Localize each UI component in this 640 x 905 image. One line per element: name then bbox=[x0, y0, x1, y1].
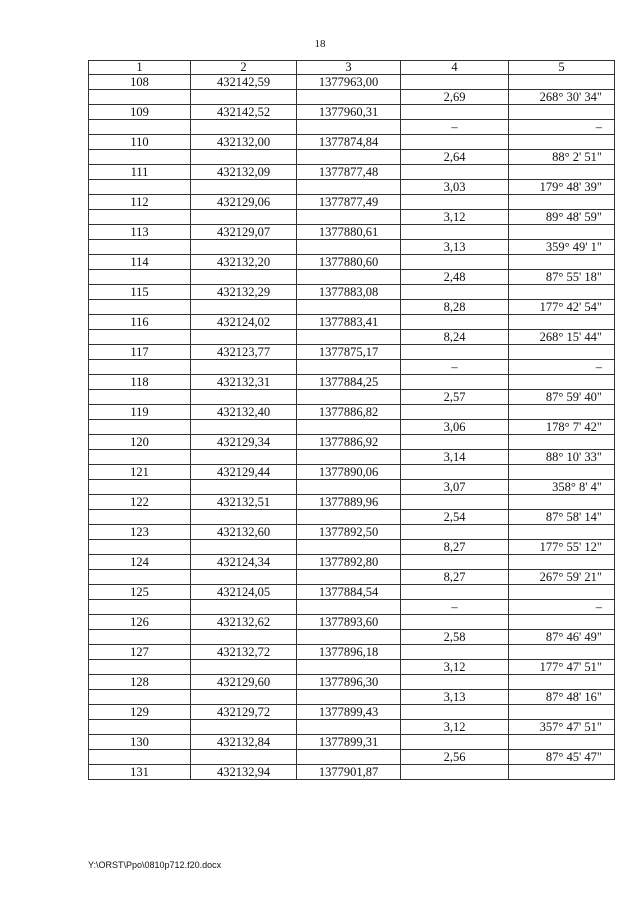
direction-angle-cell: 357° 47' 51" bbox=[509, 720, 615, 735]
table-row bbox=[89, 105, 615, 120]
x-coordinate-cell: 432124,05 bbox=[191, 585, 297, 600]
x-coordinate-cell: 432132,72 bbox=[191, 645, 297, 660]
empty-cell bbox=[297, 420, 401, 435]
empty-cell bbox=[89, 690, 191, 705]
empty-cell bbox=[191, 150, 297, 165]
direction-angle-cell: – bbox=[509, 120, 615, 135]
empty-cell bbox=[401, 375, 509, 390]
table-row bbox=[89, 645, 615, 660]
table-row bbox=[89, 195, 615, 210]
x-coordinate-cell: 432132,00 bbox=[191, 135, 297, 150]
y-coordinate-cell: 1377877,48 bbox=[297, 165, 401, 180]
column-header: 5 bbox=[509, 61, 615, 75]
empty-cell bbox=[191, 690, 297, 705]
empty-cell bbox=[191, 660, 297, 675]
x-coordinate-cell: 432142,59 bbox=[191, 75, 297, 90]
empty-cell bbox=[89, 660, 191, 675]
y-coordinate-cell: 1377875,17 bbox=[297, 345, 401, 360]
table-row bbox=[89, 480, 615, 495]
empty-cell bbox=[297, 750, 401, 765]
direction-angle-cell: 178° 7' 42" bbox=[509, 420, 615, 435]
table-row bbox=[89, 165, 615, 180]
x-coordinate-cell: 432132,62 bbox=[191, 615, 297, 630]
table-header-row bbox=[89, 61, 615, 75]
segment-length-cell: 2,57 bbox=[401, 390, 509, 405]
empty-cell bbox=[401, 255, 509, 270]
direction-angle-cell: 89° 48' 59" bbox=[509, 210, 615, 225]
empty-cell bbox=[297, 210, 401, 225]
empty-cell bbox=[509, 405, 615, 420]
empty-cell bbox=[297, 630, 401, 645]
empty-cell bbox=[401, 225, 509, 240]
y-coordinate-cell: 1377884,54 bbox=[297, 585, 401, 600]
segment-length-cell: 3,14 bbox=[401, 450, 509, 465]
table-row bbox=[89, 735, 615, 750]
table-row bbox=[89, 390, 615, 405]
empty-cell bbox=[509, 285, 615, 300]
empty-cell bbox=[89, 390, 191, 405]
empty-cell bbox=[191, 420, 297, 435]
empty-cell bbox=[509, 765, 615, 780]
segment-length-cell: 2,64 bbox=[401, 150, 509, 165]
point-number-cell: 113 bbox=[89, 225, 191, 240]
direction-angle-cell: 87° 55' 18" bbox=[509, 270, 615, 285]
y-coordinate-cell: 1377892,50 bbox=[297, 525, 401, 540]
empty-cell bbox=[191, 120, 297, 135]
segment-length-cell: 3,13 bbox=[401, 690, 509, 705]
direction-angle-cell: 177° 47' 51" bbox=[509, 660, 615, 675]
empty-cell bbox=[191, 450, 297, 465]
table-row bbox=[89, 570, 615, 585]
y-coordinate-cell: 1377884,25 bbox=[297, 375, 401, 390]
segment-length-cell: 8,27 bbox=[401, 570, 509, 585]
point-number-cell: 112 bbox=[89, 195, 191, 210]
empty-cell bbox=[401, 195, 509, 210]
coordinates-table bbox=[88, 60, 615, 780]
point-number-cell: 129 bbox=[89, 705, 191, 720]
point-number-cell: 116 bbox=[89, 315, 191, 330]
segment-length-cell: 3,13 bbox=[401, 240, 509, 255]
empty-cell bbox=[509, 135, 615, 150]
empty-cell bbox=[89, 510, 191, 525]
y-coordinate-cell: 1377880,60 bbox=[297, 255, 401, 270]
direction-angle-cell: 179° 48' 39" bbox=[509, 180, 615, 195]
x-coordinate-cell: 432129,60 bbox=[191, 675, 297, 690]
empty-cell bbox=[509, 225, 615, 240]
empty-cell bbox=[297, 480, 401, 495]
point-number-cell: 122 bbox=[89, 495, 191, 510]
empty-cell bbox=[297, 720, 401, 735]
point-number-cell: 124 bbox=[89, 555, 191, 570]
direction-angle-cell: 87° 58' 14" bbox=[509, 510, 615, 525]
empty-cell bbox=[297, 180, 401, 195]
table-row bbox=[89, 345, 615, 360]
empty-cell bbox=[401, 105, 509, 120]
x-coordinate-cell: 432132,94 bbox=[191, 765, 297, 780]
y-coordinate-cell: 1377877,49 bbox=[297, 195, 401, 210]
table-row bbox=[89, 75, 615, 90]
segment-length-cell: 8,28 bbox=[401, 300, 509, 315]
empty-cell bbox=[401, 315, 509, 330]
table-row bbox=[89, 720, 615, 735]
point-number-cell: 127 bbox=[89, 645, 191, 660]
point-number-cell: 119 bbox=[89, 405, 191, 420]
empty-cell bbox=[191, 540, 297, 555]
y-coordinate-cell: 1377963,00 bbox=[297, 75, 401, 90]
empty-cell bbox=[297, 450, 401, 465]
empty-cell bbox=[89, 720, 191, 735]
y-coordinate-cell: 1377886,92 bbox=[297, 435, 401, 450]
table-body bbox=[89, 75, 615, 780]
direction-angle-cell: 88° 2' 51" bbox=[509, 150, 615, 165]
direction-angle-cell: 88° 10' 33" bbox=[509, 450, 615, 465]
empty-cell bbox=[509, 525, 615, 540]
table-row bbox=[89, 300, 615, 315]
point-number-cell: 115 bbox=[89, 285, 191, 300]
empty-cell bbox=[191, 210, 297, 225]
direction-angle-cell: 177° 55' 12" bbox=[509, 540, 615, 555]
direction-angle-cell: 177° 42' 54" bbox=[509, 300, 615, 315]
empty-cell bbox=[401, 585, 509, 600]
segment-length-cell: 2,54 bbox=[401, 510, 509, 525]
empty-cell bbox=[89, 210, 191, 225]
empty-cell bbox=[89, 150, 191, 165]
table-row bbox=[89, 255, 615, 270]
point-number-cell: 130 bbox=[89, 735, 191, 750]
table-row bbox=[89, 120, 615, 135]
x-coordinate-cell: 432129,06 bbox=[191, 195, 297, 210]
segment-length-cell: 2,48 bbox=[401, 270, 509, 285]
column-header: 1 bbox=[89, 61, 191, 75]
empty-cell bbox=[509, 345, 615, 360]
x-coordinate-cell: 432129,44 bbox=[191, 465, 297, 480]
segment-length-cell: 3,12 bbox=[401, 210, 509, 225]
table-row bbox=[89, 690, 615, 705]
table-row bbox=[89, 615, 615, 630]
x-coordinate-cell: 432132,60 bbox=[191, 525, 297, 540]
empty-cell bbox=[191, 300, 297, 315]
empty-cell bbox=[297, 690, 401, 705]
point-number-cell: 128 bbox=[89, 675, 191, 690]
empty-cell bbox=[191, 330, 297, 345]
empty-cell bbox=[89, 600, 191, 615]
table-row bbox=[89, 180, 615, 195]
table-row bbox=[89, 270, 615, 285]
table-row bbox=[89, 225, 615, 240]
x-coordinate-cell: 432129,34 bbox=[191, 435, 297, 450]
empty-cell bbox=[297, 120, 401, 135]
x-coordinate-cell: 432124,02 bbox=[191, 315, 297, 330]
empty-cell bbox=[401, 465, 509, 480]
x-coordinate-cell: 432132,29 bbox=[191, 285, 297, 300]
direction-angle-cell: 87° 46' 49" bbox=[509, 630, 615, 645]
point-number-cell: 120 bbox=[89, 435, 191, 450]
x-coordinate-cell: 432129,07 bbox=[191, 225, 297, 240]
empty-cell bbox=[401, 345, 509, 360]
segment-length-cell: – bbox=[401, 120, 509, 135]
empty-cell bbox=[509, 435, 615, 450]
direction-angle-cell: 87° 59' 40" bbox=[509, 390, 615, 405]
empty-cell bbox=[191, 270, 297, 285]
empty-cell bbox=[401, 525, 509, 540]
empty-cell bbox=[509, 495, 615, 510]
x-coordinate-cell: 432142,52 bbox=[191, 105, 297, 120]
table-row bbox=[89, 525, 615, 540]
segment-length-cell: 3,06 bbox=[401, 420, 509, 435]
empty-cell bbox=[509, 105, 615, 120]
table-row bbox=[89, 315, 615, 330]
empty-cell bbox=[509, 735, 615, 750]
empty-cell bbox=[191, 630, 297, 645]
table-row bbox=[89, 360, 615, 375]
table-row bbox=[89, 90, 615, 105]
direction-angle-cell: 358° 8' 4" bbox=[509, 480, 615, 495]
x-coordinate-cell: 432132,84 bbox=[191, 735, 297, 750]
empty-cell bbox=[509, 255, 615, 270]
empty-cell bbox=[191, 390, 297, 405]
table-row bbox=[89, 375, 615, 390]
empty-cell bbox=[509, 645, 615, 660]
column-header: 3 bbox=[297, 61, 401, 75]
page-number: 18 bbox=[314, 38, 326, 50]
empty-cell bbox=[89, 480, 191, 495]
direction-angle-cell: – bbox=[509, 360, 615, 375]
empty-cell bbox=[401, 705, 509, 720]
empty-cell bbox=[297, 540, 401, 555]
empty-cell bbox=[191, 600, 297, 615]
empty-cell bbox=[191, 510, 297, 525]
empty-cell bbox=[509, 465, 615, 480]
empty-cell bbox=[191, 360, 297, 375]
segment-length-cell: 3,12 bbox=[401, 720, 509, 735]
file-path-footer: Y:\ORST\Ppo\0810p712.f20.docx bbox=[88, 860, 222, 870]
x-coordinate-cell: 432124,34 bbox=[191, 555, 297, 570]
empty-cell bbox=[401, 285, 509, 300]
empty-cell bbox=[297, 390, 401, 405]
x-coordinate-cell: 432123,77 bbox=[191, 345, 297, 360]
y-coordinate-cell: 1377874,84 bbox=[297, 135, 401, 150]
segment-length-cell: 8,24 bbox=[401, 330, 509, 345]
point-number-cell: 110 bbox=[89, 135, 191, 150]
point-number-cell: 111 bbox=[89, 165, 191, 180]
segment-length-cell: 2,69 bbox=[401, 90, 509, 105]
table-row bbox=[89, 765, 615, 780]
point-number-cell: 117 bbox=[89, 345, 191, 360]
table-row bbox=[89, 600, 615, 615]
direction-angle-cell: 359° 49' 1" bbox=[509, 240, 615, 255]
empty-cell bbox=[89, 180, 191, 195]
empty-cell bbox=[297, 510, 401, 525]
empty-cell bbox=[509, 75, 615, 90]
y-coordinate-cell: 1377960,31 bbox=[297, 105, 401, 120]
empty-cell bbox=[401, 645, 509, 660]
empty-cell bbox=[191, 240, 297, 255]
empty-cell bbox=[89, 630, 191, 645]
segment-length-cell: 2,56 bbox=[401, 750, 509, 765]
segment-length-cell: 2,58 bbox=[401, 630, 509, 645]
empty-cell bbox=[509, 705, 615, 720]
empty-cell bbox=[509, 195, 615, 210]
y-coordinate-cell: 1377899,31 bbox=[297, 735, 401, 750]
direction-angle-cell: 268° 15' 44" bbox=[509, 330, 615, 345]
empty-cell bbox=[89, 90, 191, 105]
empty-cell bbox=[89, 450, 191, 465]
point-number-cell: 108 bbox=[89, 75, 191, 90]
y-coordinate-cell: 1377901,87 bbox=[297, 765, 401, 780]
table-row bbox=[89, 465, 615, 480]
point-number-cell: 121 bbox=[89, 465, 191, 480]
segment-length-cell: – bbox=[401, 600, 509, 615]
empty-cell bbox=[401, 615, 509, 630]
direction-angle-cell: – bbox=[509, 600, 615, 615]
y-coordinate-cell: 1377890,06 bbox=[297, 465, 401, 480]
empty-cell bbox=[89, 120, 191, 135]
segment-length-cell: 3,07 bbox=[401, 480, 509, 495]
table-row bbox=[89, 750, 615, 765]
y-coordinate-cell: 1377893,60 bbox=[297, 615, 401, 630]
empty-cell bbox=[509, 615, 615, 630]
direction-angle-cell: 87° 45' 47" bbox=[509, 750, 615, 765]
empty-cell bbox=[297, 150, 401, 165]
empty-cell bbox=[191, 750, 297, 765]
y-coordinate-cell: 1377896,30 bbox=[297, 675, 401, 690]
empty-cell bbox=[89, 540, 191, 555]
empty-cell bbox=[401, 675, 509, 690]
empty-cell bbox=[509, 675, 615, 690]
table-row bbox=[89, 330, 615, 345]
empty-cell bbox=[191, 180, 297, 195]
table-row bbox=[89, 150, 615, 165]
y-coordinate-cell: 1377880,61 bbox=[297, 225, 401, 240]
direction-angle-cell: 267° 59' 21" bbox=[509, 570, 615, 585]
y-coordinate-cell: 1377886,82 bbox=[297, 405, 401, 420]
empty-cell bbox=[89, 750, 191, 765]
empty-cell bbox=[191, 90, 297, 105]
point-number-cell: 131 bbox=[89, 765, 191, 780]
table-row bbox=[89, 630, 615, 645]
empty-cell bbox=[297, 270, 401, 285]
empty-cell bbox=[401, 765, 509, 780]
segment-length-cell: 8,27 bbox=[401, 540, 509, 555]
x-coordinate-cell: 432132,09 bbox=[191, 165, 297, 180]
table-row bbox=[89, 210, 615, 225]
point-number-cell: 114 bbox=[89, 255, 191, 270]
table-row bbox=[89, 240, 615, 255]
point-number-cell: 118 bbox=[89, 375, 191, 390]
y-coordinate-cell: 1377892,80 bbox=[297, 555, 401, 570]
empty-cell bbox=[401, 405, 509, 420]
empty-cell bbox=[297, 600, 401, 615]
column-header: 4 bbox=[401, 61, 509, 75]
x-coordinate-cell: 432132,40 bbox=[191, 405, 297, 420]
table-row bbox=[89, 660, 615, 675]
empty-cell bbox=[297, 660, 401, 675]
empty-cell bbox=[89, 570, 191, 585]
table-row bbox=[89, 705, 615, 720]
x-coordinate-cell: 432129,72 bbox=[191, 705, 297, 720]
empty-cell bbox=[401, 135, 509, 150]
empty-cell bbox=[89, 270, 191, 285]
segment-length-cell: 3,03 bbox=[401, 180, 509, 195]
empty-cell bbox=[401, 735, 509, 750]
segment-length-cell: – bbox=[401, 360, 509, 375]
empty-cell bbox=[191, 570, 297, 585]
column-header: 2 bbox=[191, 61, 297, 75]
y-coordinate-cell: 1377883,41 bbox=[297, 315, 401, 330]
y-coordinate-cell: 1377889,96 bbox=[297, 495, 401, 510]
empty-cell bbox=[509, 165, 615, 180]
empty-cell bbox=[401, 495, 509, 510]
empty-cell bbox=[401, 165, 509, 180]
empty-cell bbox=[89, 300, 191, 315]
table-row bbox=[89, 675, 615, 690]
table-row bbox=[89, 135, 615, 150]
point-number-cell: 123 bbox=[89, 525, 191, 540]
x-coordinate-cell: 432132,31 bbox=[191, 375, 297, 390]
empty-cell bbox=[297, 240, 401, 255]
empty-cell bbox=[401, 555, 509, 570]
empty-cell bbox=[509, 585, 615, 600]
x-coordinate-cell: 432132,51 bbox=[191, 495, 297, 510]
table-row bbox=[89, 495, 615, 510]
empty-cell bbox=[297, 360, 401, 375]
empty-cell bbox=[297, 300, 401, 315]
y-coordinate-cell: 1377883,08 bbox=[297, 285, 401, 300]
table-row bbox=[89, 420, 615, 435]
empty-cell bbox=[191, 480, 297, 495]
table-row bbox=[89, 585, 615, 600]
point-number-cell: 109 bbox=[89, 105, 191, 120]
empty-cell bbox=[297, 570, 401, 585]
empty-cell bbox=[401, 75, 509, 90]
empty-cell bbox=[191, 720, 297, 735]
direction-angle-cell: 268° 30' 34" bbox=[509, 90, 615, 105]
point-number-cell: 125 bbox=[89, 585, 191, 600]
segment-length-cell: 3,12 bbox=[401, 660, 509, 675]
table-row bbox=[89, 285, 615, 300]
x-coordinate-cell: 432132,20 bbox=[191, 255, 297, 270]
empty-cell bbox=[509, 555, 615, 570]
empty-cell bbox=[89, 420, 191, 435]
y-coordinate-cell: 1377899,43 bbox=[297, 705, 401, 720]
empty-cell bbox=[89, 240, 191, 255]
table-row bbox=[89, 510, 615, 525]
empty-cell bbox=[297, 90, 401, 105]
direction-angle-cell: 87° 48' 16" bbox=[509, 690, 615, 705]
empty-cell bbox=[509, 375, 615, 390]
empty-cell bbox=[401, 435, 509, 450]
empty-cell bbox=[297, 330, 401, 345]
point-number-cell: 126 bbox=[89, 615, 191, 630]
empty-cell bbox=[89, 360, 191, 375]
table-row bbox=[89, 540, 615, 555]
table-row bbox=[89, 450, 615, 465]
table-row bbox=[89, 555, 615, 570]
table-row bbox=[89, 405, 615, 420]
empty-cell bbox=[509, 315, 615, 330]
empty-cell bbox=[89, 330, 191, 345]
y-coordinate-cell: 1377896,18 bbox=[297, 645, 401, 660]
table-row bbox=[89, 435, 615, 450]
